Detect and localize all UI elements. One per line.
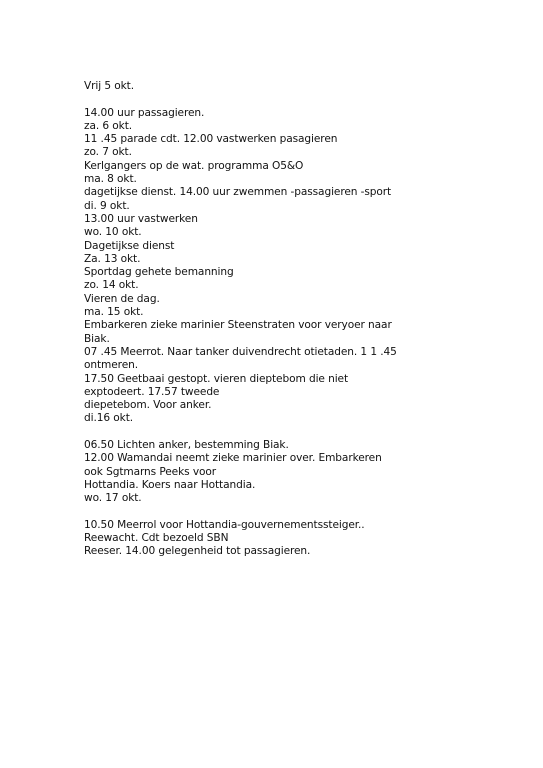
text-line: za. 6 okt. xyxy=(84,119,133,132)
paragraph xyxy=(84,107,524,426)
text-line: Embarkeren zieke marinier Steenstraten voor veryoer naar xyxy=(84,319,392,332)
text-line: ontmeren. xyxy=(84,359,139,372)
text-line: di.16 okt. xyxy=(84,412,134,425)
text-line: Vrij 5 okt. xyxy=(84,80,135,92)
text-line: wo. 17 okt. xyxy=(84,492,142,505)
text-line: 07 .45 Meerrot. Naar tanker duivendrecht otietaden. 1 1 .45 xyxy=(84,345,397,358)
text-line: zo. 14 okt. xyxy=(84,279,139,292)
paragraph-gap xyxy=(84,426,524,439)
text-line: 14.00 uur passagieren. xyxy=(84,106,205,119)
text-line: Reeser. 14.00 gelegenheid tot passagieren. xyxy=(84,545,311,558)
text-line: ma. 15 okt. xyxy=(84,306,144,319)
text-line: ook Sgtmarns Peeks voor xyxy=(84,465,217,478)
text-line: Vieren de dag. xyxy=(84,292,160,305)
text-line: di. 9 okt. xyxy=(84,199,130,212)
paragraph-gap xyxy=(84,93,524,106)
text-line: 10.50 Meerrol voor Hottandia-gouvernementssteiger.. xyxy=(84,518,365,531)
text-line: Reewacht. Cdt bezoeld SBN xyxy=(84,532,229,545)
text-line: 11 .45 parade cdt. 12.00 vastwerken pasagieren xyxy=(84,133,338,146)
text-line: Dagetijkse dienst xyxy=(84,239,175,252)
text-line: dagetijkse dienst. 14.00 uur zwemmen -passagieren -sport xyxy=(84,186,392,199)
text-line: zo. 7 okt. xyxy=(84,146,132,159)
text-line: 13.00 uur vastwerken xyxy=(84,212,198,225)
paragraph xyxy=(84,439,524,505)
document-text xyxy=(84,80,524,559)
text-line: ma. 8 okt. xyxy=(84,173,137,186)
paragraph xyxy=(84,80,524,93)
text-line: Biak. xyxy=(84,332,110,345)
paragraph-gap xyxy=(84,506,524,519)
text-line: Sportdag gehete bemanning xyxy=(84,266,234,279)
paragraph xyxy=(84,519,524,559)
text-line: exptodeert. 17.57 tweede xyxy=(84,385,220,398)
text-line: Hottandia. Koers naar Hottandia. xyxy=(84,478,256,491)
text-line: diepetebom. Voor anker. xyxy=(84,399,212,412)
text-line: 12.00 Wamandai neemt zieke marinier over. Embarkeren xyxy=(84,452,382,465)
text-line: 17.50 Geetbaai gestopt. vieren dieptebom die niet xyxy=(84,372,349,385)
text-line: Za. 13 okt. xyxy=(84,252,141,265)
text-line: wo. 10 okt. xyxy=(84,226,142,239)
text-line: Kerlgangers op de wat. programma O5&O xyxy=(84,159,304,172)
text-line: 06.50 Lichten anker, bestemming Biak. xyxy=(84,439,289,452)
